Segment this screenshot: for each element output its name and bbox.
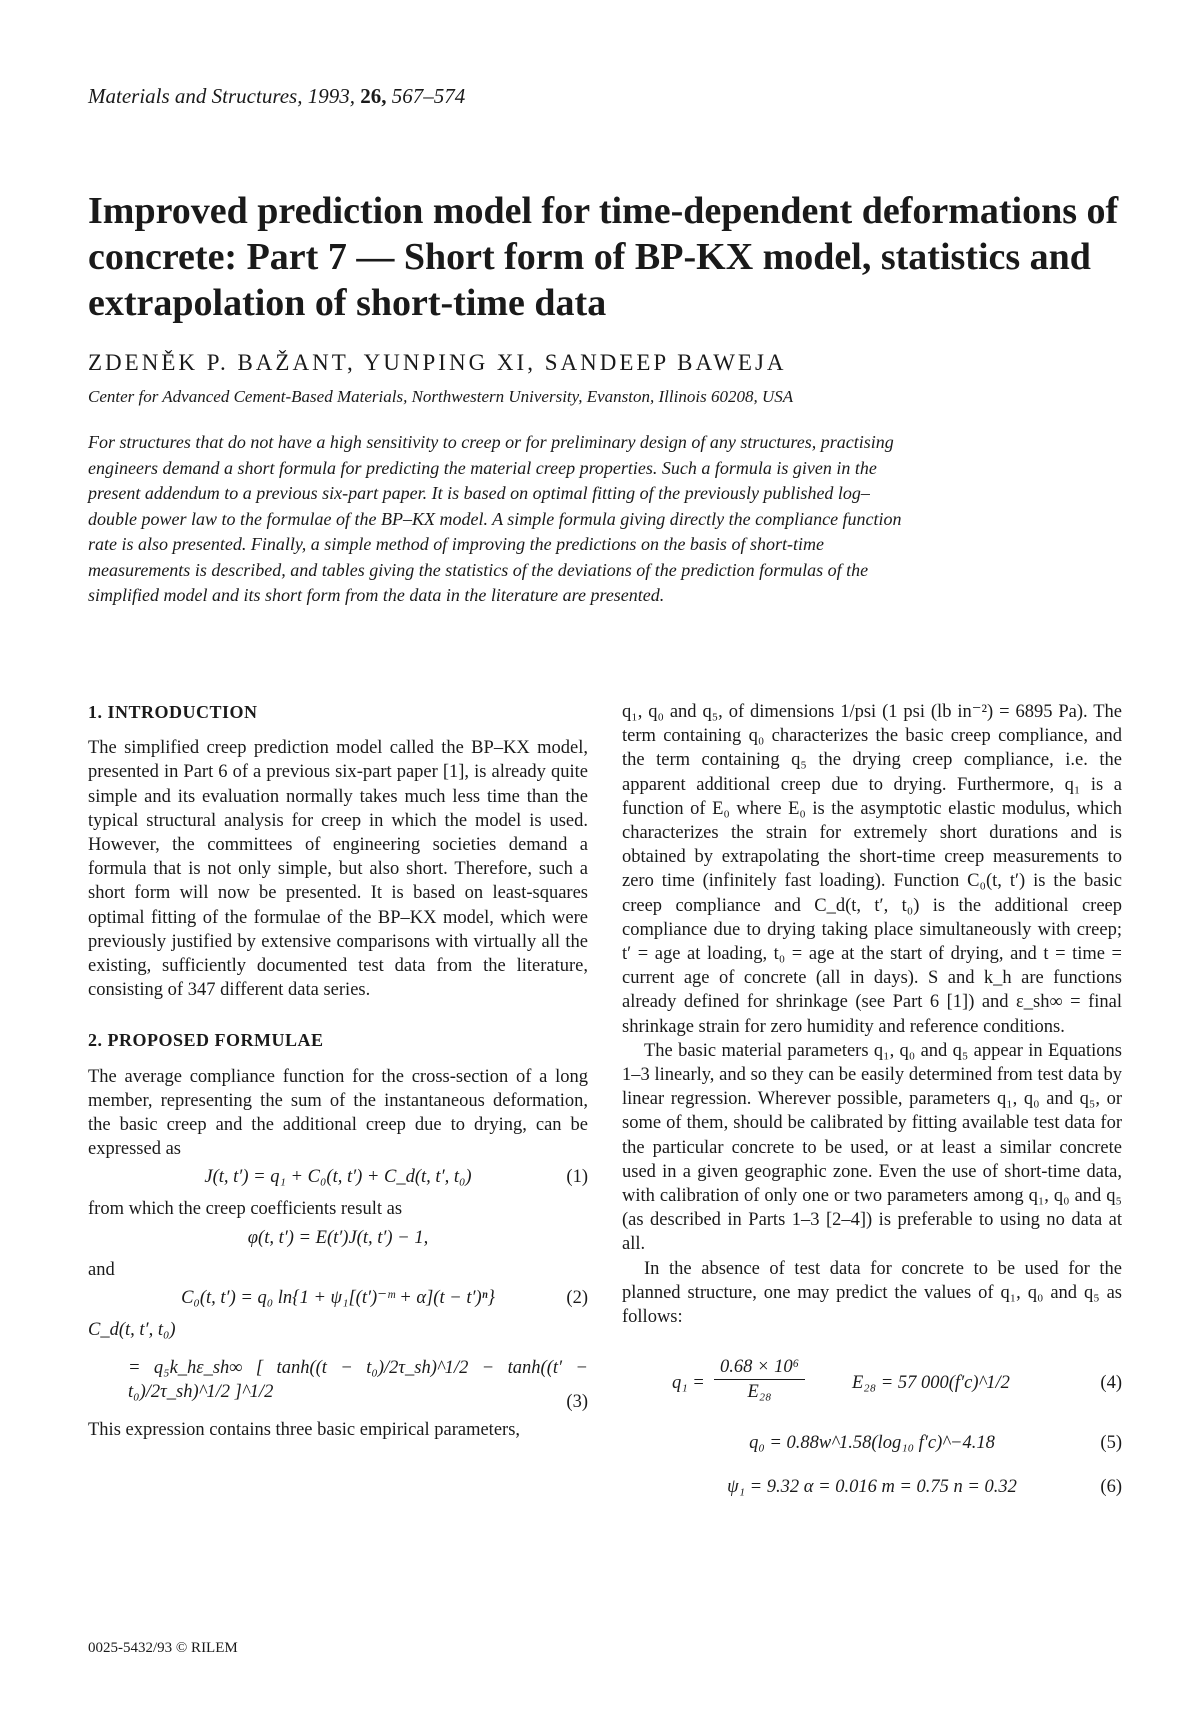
- equation-3-number: (3): [566, 1391, 588, 1412]
- parameters-description: q₁, q₀ and q₅, of dimensions 1/psi (1 psi (lb in⁻²) = 6895 Pa). The term containing q₀ characterizes the basic creep compliance, and the term containing q₅ the drying creep compliance, i.e. the apparent additional creep due to drying. Furthermore, q₁ is a function of E₀ where E₀ is the asymptotic elastic modulus, which characterizes the strain for extremely short durations and is obtained by extrapolating the short-time creep measurements to zero time (infinitely fast loading). Function C₀(t, t′) is the basic creep compliance and C_d(t, t′, t₀) is the additional creep compliance due to drying taking place simultaneously with creep; t′ = age at loading, t₀ = age at the start of drying, and t = time = current age of concrete (all in days). S and k_h are functions already defined for shrinkage (see Part 6 [1]) and ε_sh∞ = final shrinkage strain for zero humidity and reference conditions.: [622, 702, 1122, 1037]
- equation-1-body: J(t, t′) = q₁ + C₀(t, t′) + C_d(t, t′, t₀): [204, 1167, 472, 1188]
- equation-phi-body: φ(t, t′) = E(t′)J(t, t′) − 1,: [247, 1227, 429, 1248]
- equation-2: [88, 1282, 588, 1318]
- equation-1: [88, 1161, 588, 1197]
- equation-4-denominator: E₂₈: [747, 1382, 772, 1403]
- equation-6-body: ψ₁ = 9.32 α = 0.016 m = 0.75 n = 0.32: [727, 1477, 1017, 1498]
- section-heading-introduction: 1. INTRODUCTION: [88, 702, 258, 722]
- equation-1-number: (1): [566, 1167, 588, 1188]
- authors: ZDENĚK P. BAŽANT, YUNPING XI, SANDEEP BAWEJA: [88, 350, 787, 375]
- equation-phi: [88, 1222, 588, 1258]
- section-heading-proposed-formulae: 2. PROPOSED FORMULAE: [88, 1030, 324, 1051]
- journal-citation: [88, 84, 465, 109]
- equation-2-number: (2): [566, 1287, 588, 1308]
- footer-copyright: 0025-5432/93 © RILEM: [88, 1640, 238, 1656]
- journal-name: Materials and Structures,: [88, 84, 303, 108]
- equation-6-number: (6): [1100, 1477, 1122, 1498]
- journal-pages: 567–574: [391, 84, 466, 108]
- equation-5: [622, 1427, 1122, 1463]
- formulae-paragraph: The average compliance function for the cross-section of a long member, representing the sum of the instantaneous deformation, the basic creep and the additional creep due to drying, can be expressed as: [88, 1066, 588, 1160]
- affiliation: Center for Advanced Cement-Based Materials, Northwestern University, Evanston, Illinois 60208, USA: [88, 387, 794, 406]
- equation-5-body: q₀ = 0.88w^1.58(log₁₀ f′c)^−4.18: [749, 1433, 995, 1454]
- equation-2-body: C₀(t, t′) = q₀ ln{1 + ψ₁[(t′)⁻ᵐ + α](t − t′)ⁿ}: [181, 1287, 495, 1308]
- left-column: [88, 700, 588, 1442]
- paper-title: Improved prediction model for time-dependent deformations of concrete: Part 7 — Short form of BP-KX model, statistics and extrapolation of short-time data: [88, 190, 1119, 324]
- journal-year: 1993,: [307, 84, 355, 108]
- right-column: [622, 700, 1122, 1507]
- and-text: and: [88, 1259, 115, 1280]
- prediction-paragraph: In the absence of test data for concrete to be used for the planned structure, one may predict the values of q₁, q₀ and q₅ as follows:: [622, 1258, 1122, 1328]
- parameters-text: This expression contains three basic empirical parameters,: [88, 1419, 521, 1440]
- equation-3: [88, 1318, 588, 1418]
- equation-3-line-2: = q₅k_hε_sh∞ [ tanh((t − t₀)/2τ_sh)^1/2 − tanh((t′ − t₀)/2τ_sh)^1/2 ]^1/2: [128, 1357, 588, 1403]
- equation-6: [622, 1471, 1122, 1507]
- journal-volume: 26,: [360, 84, 387, 108]
- equation-4-fraction: [714, 1355, 805, 1404]
- equation-5-number: (5): [1100, 1433, 1122, 1454]
- equation-4-q1: q₁ =: [672, 1373, 705, 1394]
- introduction-paragraph: The simplified creep prediction model called the BP–KX model, presented in Part 6 of a previous six-part paper [1], is already quite simple and its evaluation normally takes much less time than the typical structural analysis for creep in which the model is used. However, the committees of engineering societies demand a formula that is not only simple, but also short. Therefore, such a short form will now be presented. It is based on least-squares optimal fitting of the formulae of the BP–KX model, which were previously justified by extensive comparisons with virtually all the existing, sufficiently documented test data from the literature, consisting of 347 different data series.: [88, 738, 588, 1001]
- equation-4-e28: E₂₈ = 57 000(f′c)^1/2: [852, 1373, 1010, 1394]
- creep-coefficient-text: from which the creep coefficients result as: [88, 1199, 403, 1220]
- equation-4-number: (4): [1100, 1373, 1122, 1394]
- equation-3-line-1: C_d(t, t′, t₀): [88, 1319, 176, 1340]
- abstract: For structures that do not have a high sensitivity to creep or for preliminary design of any structures, practising engineers demand a short formula for predicting the material creep properties. Such a formula is given in the present addendum to a previous six-part paper. It is based on optimal fitting of the previously published log–double power law to the formulae of the BP–KX model. A simple formula giving directly the compliance function rate is also presented. Finally, a simple method of improving the predictions on the basis of short-time measurements is described, and tables giving the statistics of the deviations of the prediction formulas of the simplified model and its short form from the data in the literature are presented.: [88, 432, 902, 605]
- equation-4-numerator: 0.68 × 10⁶: [714, 1355, 805, 1380]
- equation-4: [622, 1351, 1122, 1419]
- calibration-paragraph: The basic material parameters q₁, q₀ and q₅ appear in Equations 1–3 linearly, and so they can be easily determined from test data by linear regression. Wherever possible, parameters q₁, q₀ and q₅, or some of them, should be calibrated by fitting available test data for the particular concrete to be used, or at least a similar concrete used in a given geographic zone. Even the use of short-time data, with calibration of only one or two parameters among q₁, q₀ and q₅ (as described in Parts 1–3 [2–4]) is preferable to using no data at all.: [622, 1040, 1122, 1255]
